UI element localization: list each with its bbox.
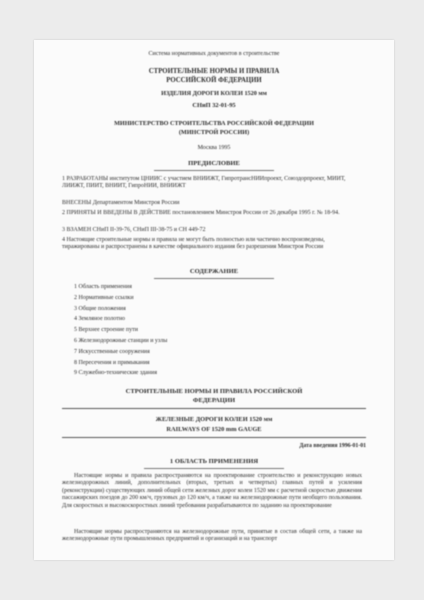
foreword-heading: ПРЕДИСЛОВИЕ (188, 160, 240, 167)
foreword-paragraph-4: 4 Настоящие строительные нормы и правила не могут быть полностью или частично воспроизведены, тиражированы и распространены в качестве официального издания без разрешения Минстроя России (62, 237, 325, 251)
document-subtitle: ИЗДЕЛИЯ ДОРОГИ КОЛЕИ 1520 мм (161, 90, 267, 97)
system-title: Система нормативных документов в строительстве (148, 51, 280, 57)
subtitle-divider (62, 437, 366, 438)
body-subtitle-line-2: RAILWAYS OF 1520 mm GAUGE (166, 426, 262, 433)
foreword-paragraph-1b: ВНЕСЕНЫ Департаментом Минстроя России (62, 200, 180, 206)
norms-title-line-2: РОССИЙСКОЙ ФЕДЕРАЦИИ (166, 77, 262, 84)
contents-item: 1 Область применения (74, 284, 132, 290)
norms-title-line-1: СТРОИТЕЛЬНЫЕ НОРМЫ И ПРАВИЛА (148, 68, 280, 75)
section-paragraph-1: Настоящие нормы и правила распространяются на проектирование строительство и реконструкцию новых железнодорожных линий, дополнительных (вторых, третьих и четвертых) главных путей и усиления (реконструкции) существующих линий общей сети железных дорог колеи 1520 мм с расчетной скоростью движения пассажирских поездов до 200 км/ч, грузовых до 120 км/ч, а также на железнодорожные пути необщего пользования. Для скоростных и высокоскоростных линий требования разрабатываются по заданию на проектирование (62, 473, 362, 509)
contents-item: 8 Пересечения и примыкания (74, 359, 150, 366)
title-divider (62, 408, 366, 409)
contents-item: 9 Служебно-технические здания (74, 370, 157, 377)
contents-item: 3 Общие положения (74, 305, 126, 312)
contents-list (74, 282, 334, 379)
contents-item: 5 Верхнее строение пути (74, 327, 138, 334)
city-year: Москва 1995 (197, 145, 231, 151)
body-subtitle-line-1: ЖЕЛЕЗНЫЕ ДОРОГИ КОЛЕИ 1520 мм (155, 416, 273, 423)
section-heading: 1 ОБЛАСТЬ ПРИМЕНЕНИЯ (169, 458, 259, 465)
ministry-abbreviation: (МИНСТРОЙ РОССИИ) (178, 129, 250, 136)
contents-item: 7 Искусственные сооружения (74, 348, 150, 355)
heading-rule (144, 468, 284, 469)
contents-item: 6 Железнодорожные станции и узлы (74, 337, 168, 344)
foreword-paragraph-1: 1 РАЗРАБОТАНЫ институтом ЦНИИС с участием ВНИИЖТ, ГипротрансНИИпроект, Союздорпроект, МИИТ, ЛИИЖТ, ПИИТ, ВНИИТ, ГипроНИИ, ВНИИЖТ (62, 176, 346, 190)
effective-date: Дата введения 1996-01-01 (299, 443, 366, 449)
heading-rule (154, 170, 274, 171)
document-page (34, 40, 394, 560)
ministry-name: МИНИСТЕРСТВО СТРОИТЕЛЬСТВА РОССИЙСКОЙ ФЕДЕРАЦИИ (114, 120, 314, 127)
heading-rule (154, 278, 274, 279)
body-title-line-2: ФЕДЕРАЦИИ (192, 397, 236, 404)
document-code: СНиП 32-01-95 (192, 102, 236, 109)
body-title-line-1: СТРОИТЕЛЬНЫЕ НОРМЫ И ПРАВИЛА РОССИЙСКОЙ (125, 388, 303, 395)
foreword-paragraph-3: 3 ВЗАМЕН СНиП II-39-76, СНиП III-38-75 и СН 449-72 (62, 227, 206, 233)
section-paragraph-2: Настоящие нормы распространяются на железнодорожные пути, принятые в состав общей сети, а также на железнодорожные пути промышленных предприятий и организаций и на транспорт (62, 529, 362, 543)
foreword-paragraph-2: 2 ПРИНЯТЫ И ВВЕДЕНЫ В ДЕЙСТВИЕ постановлением Минстроя России от 26 декабря 1995 г. № 18-94. (62, 210, 340, 216)
contents-heading: СОДЕРЖАНИЕ (189, 268, 239, 275)
contents-item: 2 Нормативные ссылки (74, 294, 134, 301)
contents-item: 4 Земляное полотно (74, 316, 126, 323)
